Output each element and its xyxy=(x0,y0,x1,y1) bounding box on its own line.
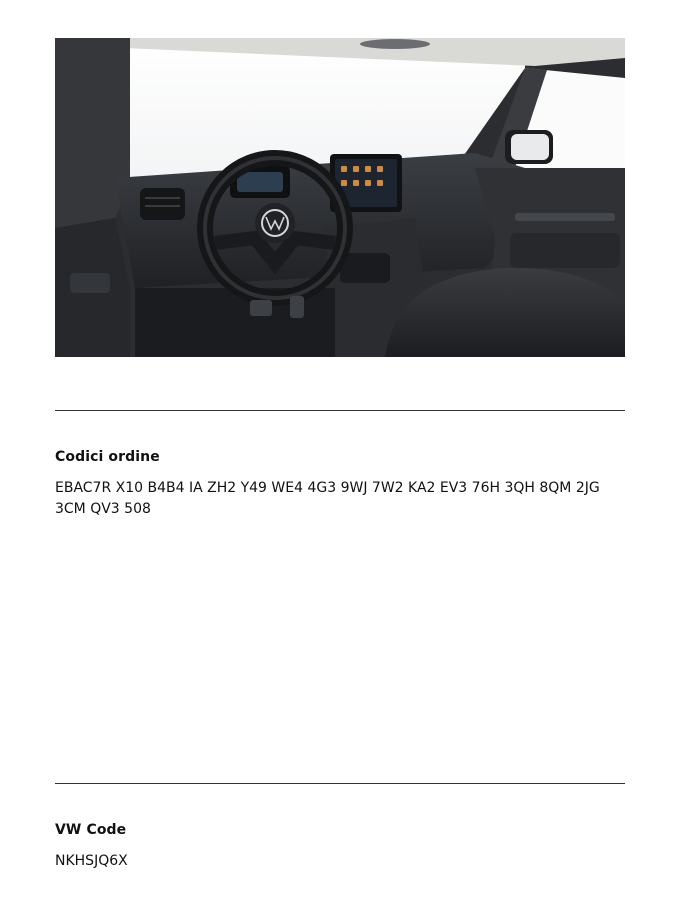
section-divider-bottom xyxy=(55,783,625,784)
order-codes-heading: Codici ordine xyxy=(55,449,160,465)
order-codes-value: EBAC7R X10 B4B4 IA ZH2 Y49 WE4 4G3 9WJ 7W2 KA2 EV3 76H 3QH 8QM 2JG 3CM QV3 508 xyxy=(55,480,600,517)
vw-code-heading: VW Code xyxy=(55,822,127,838)
section-divider-top xyxy=(55,410,625,411)
vw-code-value: NKHSJQ6X xyxy=(55,853,128,869)
vehicle-interior-image xyxy=(55,38,625,357)
